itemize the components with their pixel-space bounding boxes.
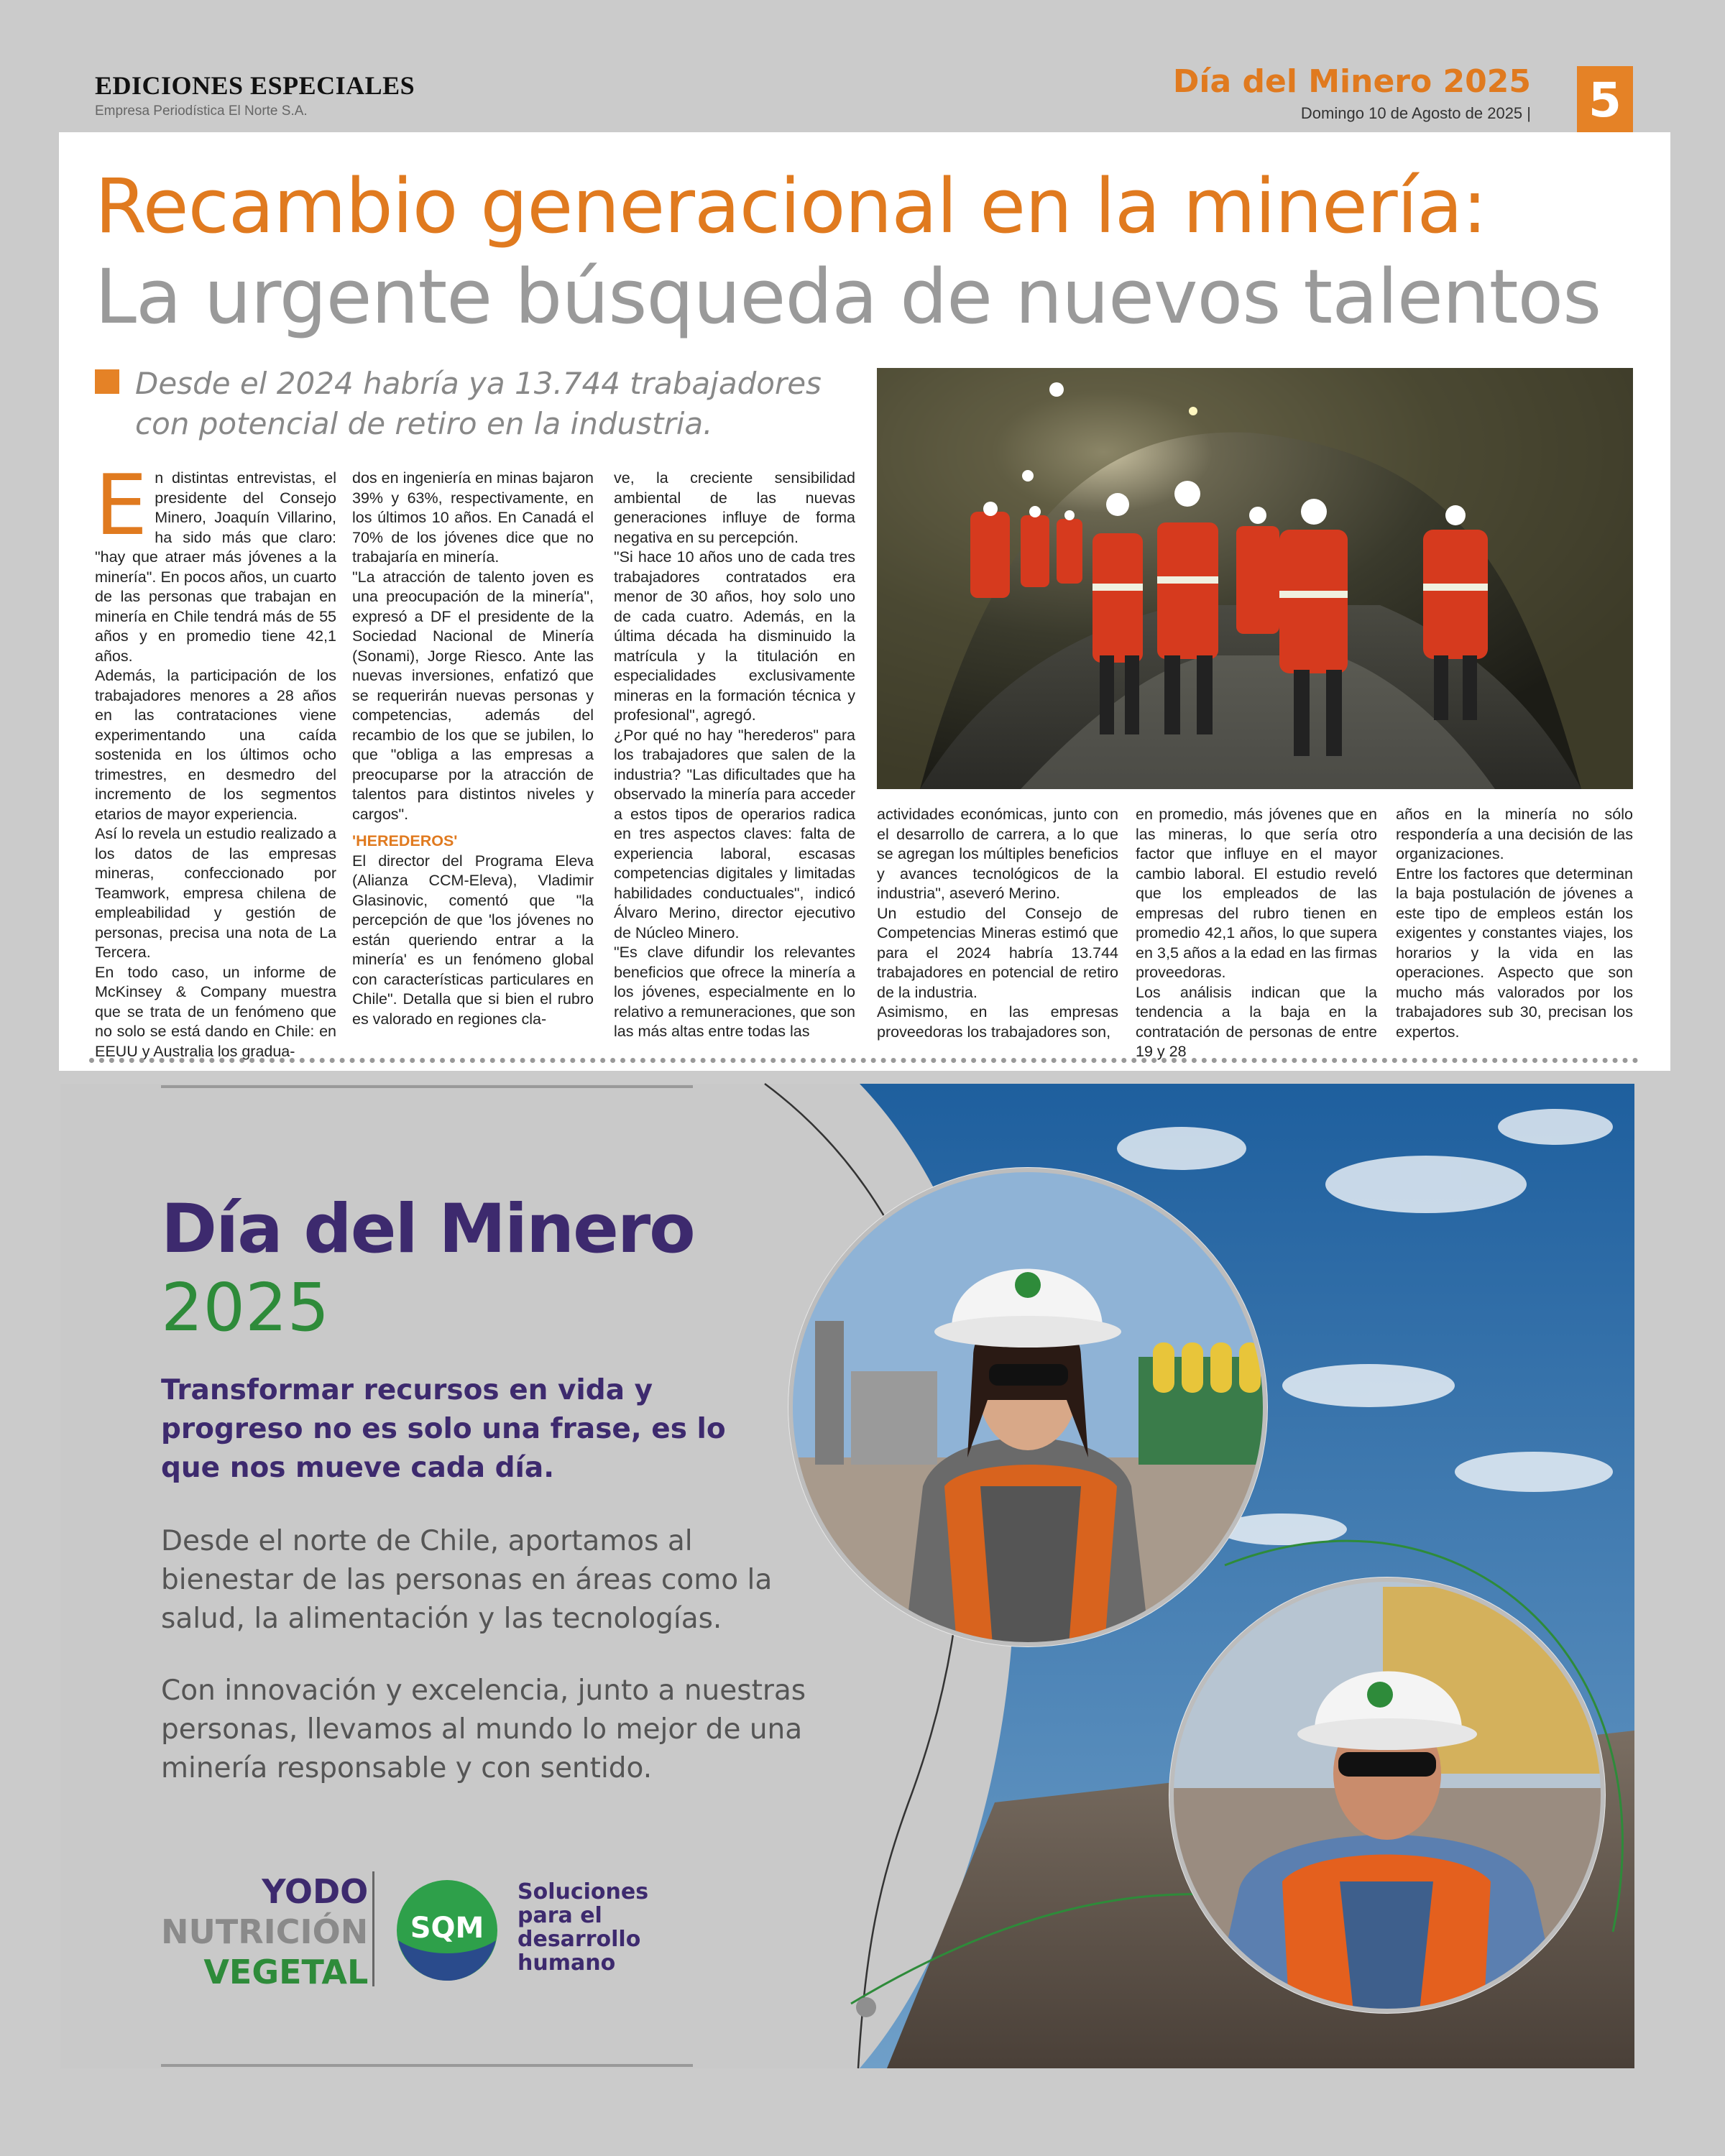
paragraph: ve, la creciente sensibilidad ambiental de las nuevas generaciones influye de forma negativa en su percepción.: [614, 469, 855, 546]
subheading: 'HEREDEROS': [352, 832, 458, 849]
miners-tunnel-photo: [877, 368, 1633, 789]
page-header-right: [1173, 63, 1531, 123]
issue-date: Domingo 10 de Agosto de 2025 |: [1300, 104, 1531, 122]
logo-line-1: YODO: [262, 1872, 369, 1911]
page-header-left: [95, 70, 415, 119]
headline-line2: La urgente búsqueda de nuevos talentos: [95, 253, 1601, 341]
sqm-tagline-line: para el: [518, 1903, 602, 1928]
ad-paragraph-1: Transformar recursos en vida y progreso no es solo una frase, es lo que nos mueve cada día.: [161, 1374, 726, 1484]
paragraph: n distintas entrevistas, el presidente del Consejo Minero, Joaquín Villarino, ha sido más que claro: "hay que atraer más jóvenes a la minería". En pocos años, un cuarto de las personas que trabajan en minería en Chile tendrá más de 55 años y en promedio tiene 42,1 años.: [95, 469, 336, 665]
paragraph: El director del Programa Eleva (Alianza CCM-Eleva), Vladimir Glasinovic, comentó que "la percepción de que 'los jóvenes no están queriendo entrar a la minería' es un fenómeno global con características particulares en Chile". Detalla que si bien el rubro es valorado en regiones cla-: [352, 852, 594, 1028]
paragraph: ¿Por qué no hay "herederos" para los trabajadores que salen de la industria? "Las dificultades que ha observado la minería para acceder a estos tipos de operarios radica en tres aspectos claves: falta de experiencia laboral, escasas competencias digitales y limitadas habilidades conductuales", indicó Álvaro Merino, director ejecutivo de Núcleo Minero.: [614, 726, 855, 941]
paragraph: "Es clave difundir los relevantes beneficios que ofrece la minería a los jóvenes, especialmente en lo relativo a remuneraciones, que son las más altas entre todas las: [614, 944, 855, 1040]
paragraph: En todo caso, un informe de McKinsey & Company muestra que se trata de un fenómeno que no solo se está dando en Chile: en EEUU y Australia los gradua-: [95, 963, 336, 1060]
sqm-logo-text: SQM: [410, 1912, 484, 1945]
advertisement: [60, 1084, 1634, 2068]
article-column-1: [95, 457, 336, 1060]
paragraph: Asimismo, en las empresas proveedoras los trabajadores son,: [877, 1003, 1118, 1041]
paragraph: dos en ingeniería en minas bajaron 39% y 63%, respectivamente, en los últimos 10 años. En Canadá el 70% de los jóvenes dice que no trabajaría en minería.: [352, 469, 594, 566]
yodo-logo: [161, 1871, 368, 1992]
publication-name: EDICIONES ESPECIALES: [95, 71, 415, 100]
logo-line-2: NUTRICIÓN: [161, 1912, 369, 1951]
sqm-tagline: [518, 1880, 648, 1975]
ad-title: Día del Minero: [161, 1190, 694, 1268]
logo-line-3: VEGETAL: [203, 1953, 369, 1991]
logo-divider: [372, 1871, 374, 1986]
lede: Desde el 2024 habría ya 13.744 trabajadores con potencial de retiro en la industria.: [135, 366, 822, 441]
paragraph: "La atracción de talento joven es una preocupación de la minería", expresó a DF el presidente de la Sociedad Nacional de Minería (Sonami), Jorge Riesco. Ante las nuevas inversiones, enfatizó que se requerirán nuevas personas y competencias, además del recambio de los que se jubilen, lo que "obliga a las empresas a preocuparse por la atracción de talentos para distintos niveles y cargos".: [352, 568, 594, 823]
headline-line1: Recambio generacional en la minería:: [95, 162, 1487, 250]
sqm-tagline-line: Soluciones: [518, 1879, 649, 1904]
paragraph: Un estudio del Consejo de Competencias Mineras estimó que para el 2024 habría 13.744 trabajadores en potencial de retiro de la industria.: [877, 904, 1118, 1001]
ad-paragraph-2: Desde el norte de Chile, aportamos al bienestar de las personas en áreas como la salud, la alimentación y las tecnologías.: [161, 1525, 773, 1635]
sqm-logo-icon: [395, 1879, 499, 1982]
article-column-2: [352, 469, 594, 1051]
ad-paragraph-3: Con innovación y excelencia, junto a nuestras personas, llevamos al mundo lo mejor de una minería responsable y con sentido.: [161, 1674, 806, 1784]
sqm-tagline-line: desarrollo: [518, 1927, 641, 1952]
sqm-tagline-line: humano: [518, 1950, 616, 1976]
paragraph: en promedio, más jóvenes que en las mineras, lo que sería otro factor que influye en el mayor cambio laboral. El estudio reveló que los empleados de las empresas del rubro tienen en promedio 42,1 años, lo que supera en 3,5 años a la edad en las firmas proveedoras.: [1136, 806, 1377, 981]
paragraph: Además, la participación de los trabajadores menores a 28 años en las contrataciones viene experimentando una caída sostenida en los últimos ocho trimestres, en desmedro del incremento de los segmentos etarios de mayor experiencia.: [95, 667, 336, 823]
paragraph: Entre los factores que determinan la baja postulación de jóvenes a este tipo de empleos están los exigentes y constantes viajes, los horarios y la vida en las operaciones. Aspecto que son mucho más valorados por los trabajadores sub 30, precisan los expertos.: [1396, 865, 1633, 1041]
section-divider: [89, 1058, 1639, 1063]
ad-year: 2025: [161, 1269, 330, 1346]
page-number: 5: [1577, 66, 1633, 135]
paragraph: Así lo revela un estudio realizado a los datos de las empresas mineras, confeccionado por Teamwork, empresa chilena de empleabilidad y gestión de personas, precisa una nota de La Tercera.: [95, 825, 336, 961]
paragraph: "Si hace 10 años uno de cada tres trabajadores contratados era menor de 30 años, hoy solo uno de cada cuatro. Además, en la última década ha disminuido la matrícula y la titulación en especialidades exclusivamente mineras en la formación técnica y profesional", agregó.: [614, 548, 855, 724]
paragraph: actividades económicas, junto con el desarrollo de carrera, a lo que se agregan los múltiples beneficios y avances tecnológicos de la industria", aseveró Merino.: [877, 806, 1118, 902]
article-panel: [59, 132, 1670, 1071]
article-column-6: [1396, 805, 1633, 1051]
article-column-3: [614, 469, 855, 1051]
lede-square-icon: [95, 369, 119, 394]
article-column-5: [1136, 805, 1377, 1060]
paragraph: Los análisis indican que la tendencia a la baja en la contratación de personas de entre 19 y 28: [1136, 983, 1377, 1060]
article-column-4: [877, 805, 1118, 1051]
issue-title: Día del Minero 2025: [1172, 63, 1531, 100]
dropcap: E: [95, 457, 148, 554]
paragraph: años en la minería no sólo respondería a una decisión de las organizaciones.: [1396, 806, 1633, 862]
publisher-name: Empresa Periodística El Norte S.A.: [95, 103, 308, 119]
